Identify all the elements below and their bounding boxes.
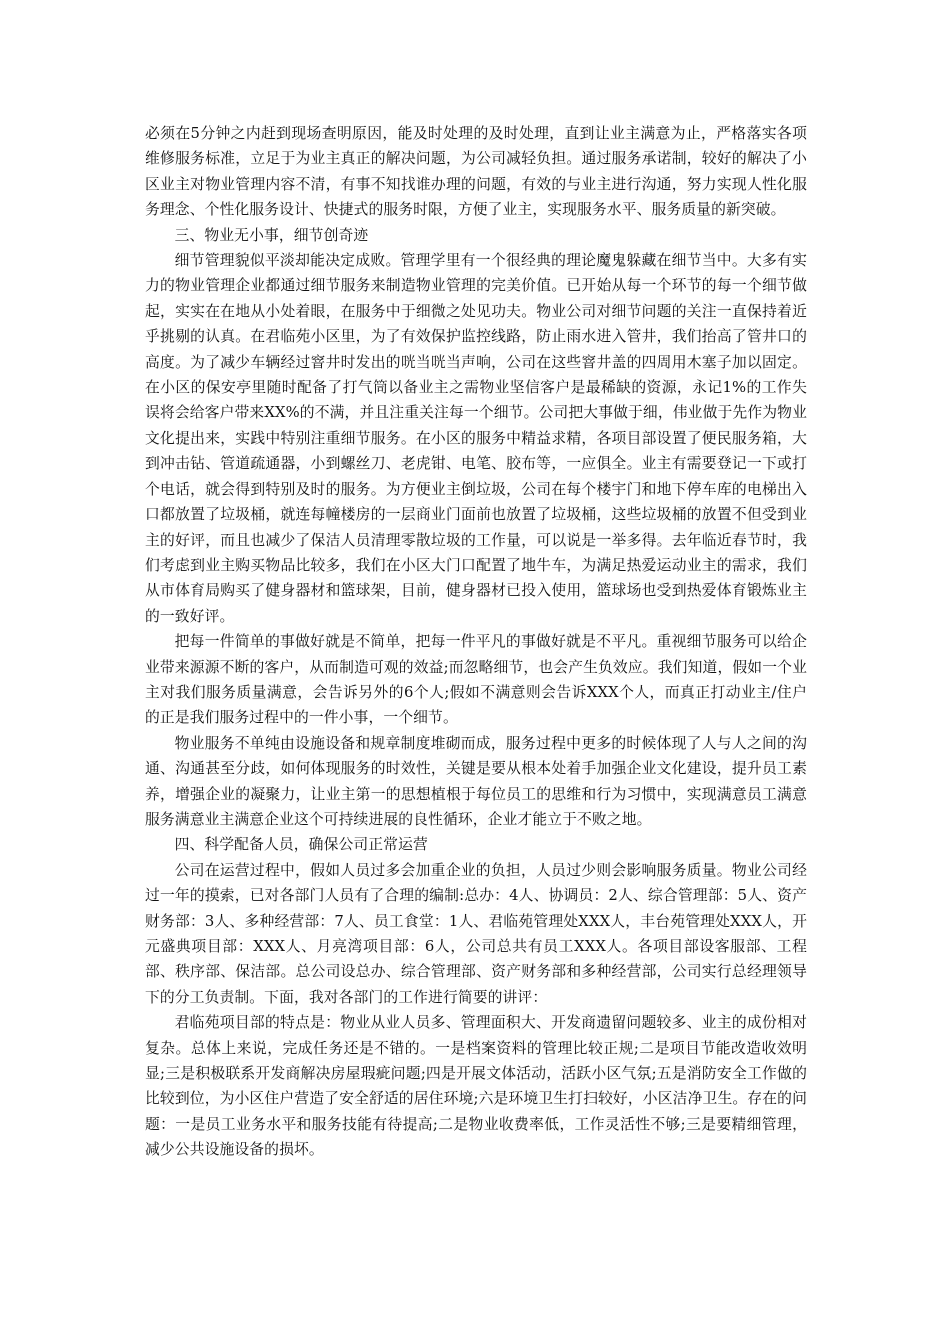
document-page: [145, 121, 807, 1163]
paragraph-service-commitment: 必须在5分钟之内赶到现场查明原因，能及时处理的及时处理，直到让业主满意为止，严格落实各项维修服务标准，立足于为业主真正的解决问题，为公司减轻负担。通过服务承诺制，较好的解决了小区业主对物业管理内容不清，有事不知找谁办理的问题，有效的与业主进行沟通，努力实现人性化服务理念、个性化服务设计、快捷式的服务时限，方便了业主，实现服务水平、服务质量的新突破。: [145, 125, 807, 219]
paragraph-detail-management: 细节管理貌似平淡却能决定成败。管理学里有一个很经典的理论魔鬼躲藏在细节当中。大多有实力的物业管理企业都通过细节服务来制造物业管理的完美价值。已开始从每一个环节的每一个细节做起，实实在在地从小处着眼，在服务中于细微之处见功夫。物业公司对细节问题的关注一直保持着近乎挑剔的认真。在君临苑小区里，为了有效保护监控线路，防止雨水进入管井，我们抬高了管井口的高度。为了减少车辆经过窨井时发出的咣当咣当声响，公司在这些窨井盖的四周用木塞子加以固定。在小区的保安亭里随时配备了打气筒以备业主之需物业坚信客户是最稀缺的资源，永记1%的工作失误将会给客户带来XX%的不满，并且注重关注每一个细节。公司把大事做于细，伟业做于先作为物业文化提出来，实践中特别注重细节服务。在小区的服务中精益求精，各项目部设置了便民服务箱，大到冲击钻、管道疏通器，小到螺丝刀、老虎钳、电笔、胶布等，一应俱全。业主有需要登记一下或打个电话，就会得到特别及时的服务。为方便业主倒垃圾，公司在每个楼宇门和地下停车库的电梯出入口都放置了垃圾桶，就连每幢楼房的一层商业门面前也放置了垃圾桶，这些垃圾桶的放置不但受到业主的好评，而且也减少了保洁人员清理零散垃圾的工作量，可以说是一举多得。去年临近春节时，我们考虑到业主购买物品比较多，我们在小区大门口配置了地牛车，为满足热爱运动业主的需求，我们从市体育局购买了健身器材和篮球架，目前，健身器材已投入使用，篮球场也受到热爱体育锻炼业主的一致好评。: [145, 252, 807, 625]
paragraph-service-culture: 物业服务不单纯由设施设备和规章制度堆砌而成，服务过程中更多的时候体现了人与人之间的沟通、沟通甚至分歧，如何体现服务的时效性，关键是要从根本处着手加强企业文化建设，提升员工素养，增强企业的凝聚力，让业主第一的思想植根于每位员工的思维和行为习惯中，实现满意员工满意服务满意业主满意企业这个可持续进展的良性循环，企业才能立于不败之地。: [145, 734, 807, 828]
paragraph-staffing: 公司在运营过程中，假如人员过多会加重企业的负担，人员过少则会影响服务质量。物业公司经过一年的摸索，已对各部门人员有了合理的编制:总办：4人、协调员：2人、综合管理部：5人、资产财务部：3人、多种经营部：7人、员工食堂：1人、君临苑管理处XXX人，丰台苑管理处XXX人，开元盛典项目部：XXX人、月亮湾项目部：6人，公司总共有员工XXX人。各项目部设客服部、工程部、秩序部、保洁部。总公司设总办、综合管理部、资产财务部和多种经营部，公司实行总经理领导下的分工负责制。下面，我对各部门的工作进行简要的讲评：: [145, 861, 807, 1006]
section-heading-four: 四、科学配备人员，确保公司正常运营: [174, 836, 428, 854]
paragraph-simple-things: 把每一件简单的事做好就是不简单，把每一件平凡的事做好就是不平凡。重视细节服务可以给企业带来源源不断的客户，从而制造可观的效益;而忽略细节，也会产生负效应。我们知道，假如一个业主对我们服务质量满意，会告诉另外的6个人;假如不满意则会告诉XXX个人，而真正打动业主/住户的正是我们服务过程中的一件小事，一个细节。: [145, 633, 807, 727]
paragraph-junlinyuan-review: 君临苑项目部的特点是：物业从业人员多、管理面积大、开发商遗留问题较多、业主的成份相对复杂。总体上来说，完成任务还是不错的。一是档案资料的管理比较正规;二是项目节能改造收效明显;三是积极联系开发商解决房屋瑕疵问题;四是开展文体活动，活跃小区气氛;五是消防安全工作做的比较到位，为小区住户营造了安全舒适的居住环境;六是环境卫生打扫较好，小区洁净卫生。存在的问题：一是员工业务水平和服务技能有待提高;二是物业收费率低，工作灵活性不够;三是要精细管理，减少公共设施设备的损坏。: [145, 1014, 807, 1159]
section-heading-three: 三、物业无小事，细节创奇迹: [174, 226, 369, 244]
